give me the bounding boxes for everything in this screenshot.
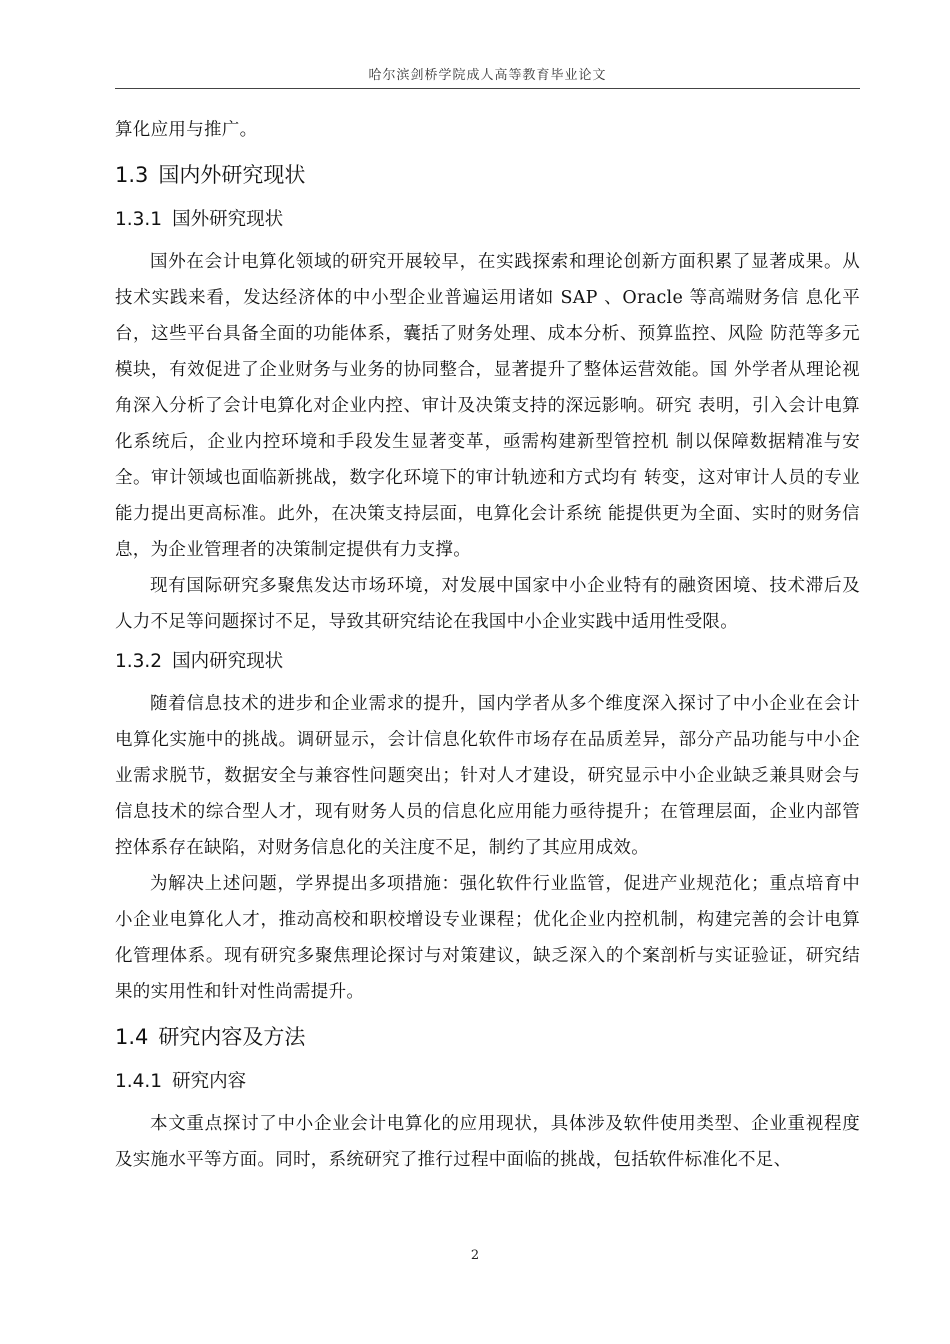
intro-tail-paragraph: 算化应用与推广。 <box>115 120 258 140</box>
subsection-title: 国内研究现状 <box>172 651 284 672</box>
paragraph-domestic-research-2: 为解决上述问题，学界提出多项措施：强化软件行业监管，促进产业规范化；重点培育中小企业电算化人才，推动高校和职校增设专业课程；优化企业内控机制，构建完善的会计电算化管理体系。现有研究多聚焦理论探讨与对策建议，缺乏深入的个案剖析与实证验证，研究结果的实用性和针对性尚需提升。 <box>115 874 860 1002</box>
document-body <box>115 112 860 1178</box>
subsection-title: 国外研究现状 <box>172 209 284 230</box>
header-rule <box>115 88 860 89</box>
paragraph-foreign-research-1: 国外在会计电算化领域的研究开展较早，在实践探索和理论创新方面积累了显著成果。从技术实践来看，发达经济体的中小型企业普遍运用诸如 SAP 、Oracle 等高端财务信 息化平台，这些平台具备全面的功能体系，囊括了财务处理、成本分析、预算监控、风险 防范等多元模块，有效促进了企业财务与业务的协同整合，显著提升了整体运营效能。国 外学者从理论视角深入分析了会计电算化对企业内控、审计及决策支持的深远影响。研究 表明，引入会计电算化系统后，企业内控环境和手段发生显著变革，亟需构建新型管控机 制以保障数据精准与安全。审计领域也面临新挑战，数字化环境下的审计轨迹和方式均有 转变，这对审计人员的专业能力提出更高标准。此外，在决策支持层面，电算化会计系统 能提供更为全面、实时的财务信息，为企业管理者的决策制定提供有力支撑。 <box>115 252 860 560</box>
page-number: 2 <box>470 1248 480 1263</box>
paragraph-research-content: 本文重点探讨了中小企业会计电算化的应用现状，具体涉及软件使用类型、企业重视程度及实施水平等方面。同时，系统研究了推行过程中面临的挑战，包括软件标准化不足、 <box>115 1114 860 1170</box>
section-number: 1.4 <box>115 1025 149 1049</box>
subsection-number: 1.4.1 <box>115 1071 163 1092</box>
subsection-heading-1-4-1 <box>115 1064 860 1100</box>
paragraph-domestic-research-1: 随着信息技术的进步和企业需求的提升，国内学者从多个维度深入探讨了中小企业在会计电算化实施中的挑战。调研显示，会计信息化软件市场存在品质差异，部分产品功能与中小企业需求脱节，数据安全与兼容性问题突出；针对人才建设，研究显示中小企业缺乏兼具财会与信息技术的综合型人才，现有财务人员的信息化应用能力亟待提升；在管理层面，企业内部管控体系存在缺陷，对财务信息化的关注度不足，制约了其应用成效。 <box>115 694 860 858</box>
section-heading-1-3 <box>115 156 860 194</box>
subsection-heading-1-3-1 <box>115 202 860 238</box>
section-title: 国内外研究现状 <box>158 163 306 187</box>
running-header: 哈尔滨剑桥学院成人高等教育毕业论文 <box>368 68 607 83</box>
section-heading-1-4 <box>115 1018 860 1056</box>
subsection-number: 1.3.1 <box>115 209 163 230</box>
subsection-heading-1-3-2 <box>115 644 860 680</box>
section-number: 1.3 <box>115 163 149 187</box>
subsection-title: 研究内容 <box>172 1071 247 1092</box>
section-title: 研究内容及方法 <box>158 1025 306 1049</box>
paragraph-foreign-research-2: 现有国际研究多聚焦发达市场环境，对发展中国家中小企业特有的融资困境、技术滞后及人力不足等问题探讨不足，导致其研究结论在我国中小企业实践中适用性受限。 <box>115 576 860 632</box>
subsection-number: 1.3.2 <box>115 651 163 672</box>
